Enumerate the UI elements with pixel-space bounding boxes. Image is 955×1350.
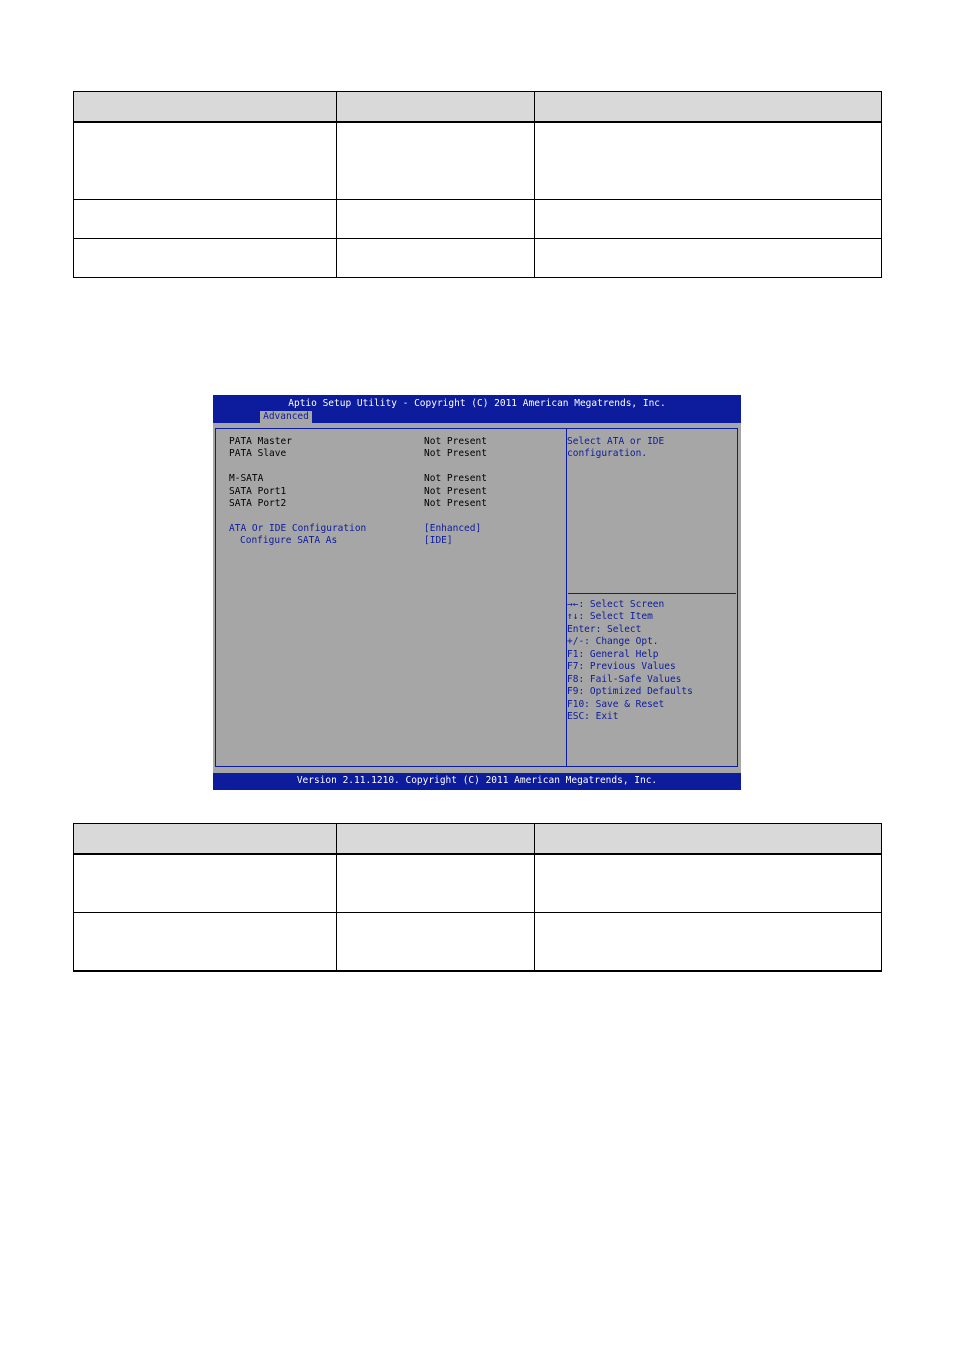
table-cell	[535, 913, 882, 972]
table-cell	[337, 239, 535, 278]
item-value-m-sata: Not Present	[424, 473, 487, 484]
bottom-settings-table	[73, 823, 882, 972]
setting-value-ata-or-ide-configuration[interactable]: [Enhanced]	[424, 523, 482, 534]
item-label-pata-master: PATA Master	[229, 436, 292, 447]
item-value-sata-port2: Not Present	[424, 498, 487, 509]
table-cell	[74, 913, 337, 972]
table-header-row	[74, 92, 882, 123]
setting-value-configure-sata-as[interactable]: [IDE]	[424, 535, 453, 546]
key-help-f1: F1: General Help	[567, 649, 659, 660]
table-cell	[535, 239, 882, 278]
item-value-sata-port1: Not Present	[424, 486, 487, 497]
table-cell	[337, 854, 535, 913]
table-header-cell	[535, 92, 882, 123]
table-header-row	[74, 824, 882, 855]
table-cell	[337, 122, 535, 200]
key-help-select-item: ↑↓: Select Item	[567, 611, 653, 622]
table-cell	[74, 239, 337, 278]
table-row	[74, 854, 882, 913]
key-help-enter: Enter: Select	[567, 624, 642, 635]
help-text-line: configuration.	[567, 448, 648, 459]
table-cell	[535, 122, 882, 200]
bios-title-bar	[213, 395, 741, 423]
table-row	[74, 913, 882, 972]
key-help-esc: ESC: Exit	[567, 711, 619, 722]
table-cell	[535, 854, 882, 913]
item-label-sata-port1: SATA Port1	[229, 486, 287, 497]
table-cell	[74, 200, 337, 239]
bios-screenshot	[213, 395, 741, 790]
bios-main-frame	[215, 428, 738, 767]
help-text-line: Select ATA or IDE	[567, 436, 665, 447]
item-value-pata-master: Not Present	[424, 436, 487, 447]
key-help-f8: F8: Fail-Safe Values	[567, 674, 682, 685]
key-help-change-opt: +/-: Change Opt.	[567, 636, 659, 647]
table-cell	[74, 854, 337, 913]
table-cell	[337, 913, 535, 972]
table-cell	[74, 122, 337, 200]
key-help-f9: F9: Optimized Defaults	[567, 686, 693, 697]
key-help-select-screen: →←: Select Screen	[567, 599, 665, 610]
table-row	[74, 122, 882, 200]
table-header-cell	[337, 92, 535, 123]
item-label-m-sata: M-SATA	[229, 473, 264, 484]
table-header-cell	[74, 824, 337, 855]
item-label-sata-port2: SATA Port2	[229, 498, 287, 509]
table-row	[74, 239, 882, 278]
table-header-cell	[337, 824, 535, 855]
setting-configure-sata-as[interactable]: Configure SATA As	[240, 535, 338, 546]
bios-title: Aptio Setup Utility - Copyright (C) 2011 American Megatrends, Inc.	[288, 398, 666, 409]
table-cell	[535, 200, 882, 239]
item-label-pata-slave: PATA Slave	[229, 448, 287, 459]
top-settings-table	[73, 91, 882, 278]
bios-help-divider	[568, 593, 736, 594]
tab-advanced[interactable]: Advanced	[260, 411, 312, 423]
table-cell	[337, 200, 535, 239]
key-help-f7: F7: Previous Values	[567, 661, 676, 672]
table-row	[74, 200, 882, 239]
table-header-cell	[535, 824, 882, 855]
bios-footer: Version 2.11.1210. Copyright (C) 2011 American Megatrends, Inc.	[213, 773, 741, 790]
item-value-pata-slave: Not Present	[424, 448, 487, 459]
key-help-f10: F10: Save & Reset	[567, 699, 665, 710]
table-header-cell	[74, 92, 337, 123]
setting-ata-or-ide-configuration[interactable]: ATA Or IDE Configuration	[229, 523, 367, 534]
